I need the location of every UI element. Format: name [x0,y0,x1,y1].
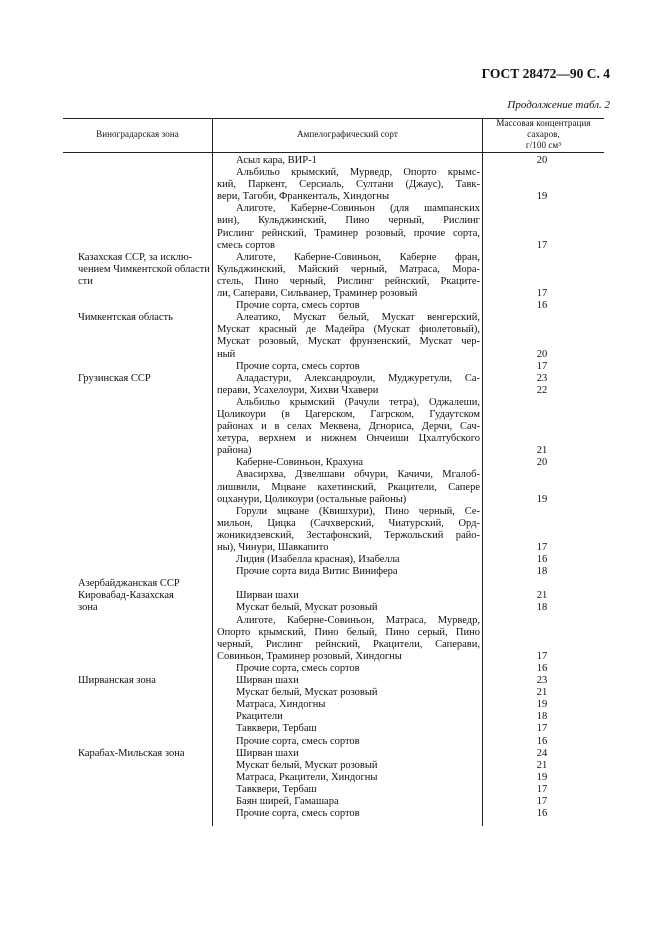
table-row [0,264,661,276]
variety-cell: Ширван шахи [236,675,299,687]
table-row [0,627,661,639]
sugar-value-cell: 17 [536,360,548,372]
table-row [0,385,661,397]
table-row [0,651,661,663]
variety-cell: Матраса, Ркацители, Хиндогны [236,771,378,783]
variety-cell: оцханури, Цоликоури (остальные районы) [217,493,407,505]
table-row [0,566,661,578]
sugar-value-cell: 19 [536,191,548,203]
variety-cell: Ширван шахи [236,747,299,759]
variety-cell: Каберне-Совиньон, Крахуна [236,457,364,469]
sugar-value-cell: 23 [536,372,548,384]
variety-cell: Рислинг рейнский, Траминер розовый, прочие сорта, [217,227,480,239]
table-row [0,191,661,203]
variety-cell: Асыл кара, ВИР-1 [236,155,317,166]
table-row [0,723,661,735]
column-header-zone: Виноградарская зона [96,129,179,139]
table-row [0,252,661,264]
sugar-value-cell: 21 [536,759,548,771]
variety-cell: Прочие сорта, смесь сортов [236,735,360,747]
table-row [0,711,661,723]
table-row [0,324,661,336]
table-row [0,772,661,784]
sugar-value-cell: 17 [536,542,548,553]
variety-cell: Альбильо крымский (Рачули тетра), Оджалеши, [236,396,480,408]
sugar-value-cell: 21 [536,590,548,602]
sugar-value-cell: 21 [536,445,548,457]
table-row [0,445,661,457]
table-row [0,373,661,385]
variety-cell: Тавквери, Тербаш [236,783,317,795]
table-row [0,663,661,675]
zone-cell: чением Чимкентской области [78,263,210,275]
variety-cell: Цоликоури (в Цагерском, Гагрском, Гудаутском [217,408,480,420]
table-row [0,457,661,469]
zone-cell: Кировабад-Казахская [78,590,174,602]
column-header-sugar [483,118,604,151]
column-header-variety: Ампелографический сорт [297,129,398,139]
table-row [0,409,661,421]
variety-cell: Совиньон, Траминер розовый, Хиндогны [217,650,402,662]
sugar-value-cell: 16 [536,662,548,674]
column-header-sugar-line: Массовая концентрация [496,118,591,128]
table-row [0,615,661,627]
sugar-value-cell: 19 [536,771,548,783]
sugar-value-cell: 21 [536,687,548,699]
zone-cell: Грузинская ССР [78,372,151,384]
table-row [0,215,661,227]
sugar-value-cell: 24 [536,747,548,759]
variety-cell: жоникидзевский, Зестафонский, Тержольский райо- [217,529,480,541]
zone-cell: Чимкентская область [78,312,173,324]
variety-cell: Матраса, Хиндогны [236,699,326,711]
table-row [0,421,661,433]
variety-cell: перави, Усахелоури, Хихви Чхавери [217,384,379,396]
table-row [0,228,661,240]
variety-cell: мильон, Цицка (Сачхверский, Чиатурский, Орд- [217,517,480,529]
sugar-value-cell: 17 [536,795,548,807]
variety-cell: черный, Рислинг рейнский, Ркацители, Саперави, [217,638,480,650]
sugar-value-cell: 17 [536,650,548,662]
sugar-value-cell: 18 [536,602,548,614]
variety-cell: Алиготе, Каберне-Совиньон (для шампанских [236,203,480,215]
table-continuation-caption: Продолжение табл. 2 [507,99,610,111]
sugar-value-cell: 16 [536,554,548,566]
zone-cell: Казахская ССР, за исклю- [78,251,193,263]
table-row [0,300,661,312]
variety-cell: Горули мцване (Квишхури), Пино черный, Се- [236,505,480,517]
variety-cell: Мускат белый, Мускат розовый [236,602,378,614]
variety-cell: Прочие сорта, смесь сортов [236,360,360,372]
variety-cell: Прочие сорта, смесь сортов [236,662,360,674]
page-header: ГОСТ 28472—90 С. 4 [481,66,610,81]
variety-cell: кий, Паркент, Серсиаль, Султани (Джаус), Тавк- [217,179,480,191]
table-row [0,203,661,215]
table-row [0,469,661,481]
table-row [0,760,661,772]
variety-cell: вин), Кульджинский, Пино черный, Рислинг [217,215,480,227]
zone-cell: Азербайджанская ССР [78,578,180,590]
table-row [0,155,661,167]
table-row [0,530,661,542]
table-row [0,506,661,518]
table-row [0,336,661,348]
sugar-value-cell: 17 [536,723,548,735]
zone-cell: зона [78,602,98,614]
variety-cell: Алиготе, Каберне-Совиньон, Матраса, Мурведр, [236,614,480,626]
variety-cell: Мускат розовый, Мускат фрунзенский, Мускат чер- [217,336,480,348]
table-row [0,602,661,614]
variety-cell: Авасирхва, Дзвелшави обчури, Качичи, Мгалоб- [236,469,480,481]
table-row [0,687,661,699]
sugar-value-cell: 19 [536,699,548,711]
table-row [0,542,661,554]
table-row [0,699,661,711]
table-row [0,590,661,602]
table-row [0,578,661,590]
table-row [0,361,661,373]
variety-cell: лишвили, Мцване кахетинский, Ркацители, Сапере [217,481,480,493]
variety-cell: Лидия (Изабелла красная), Изабелла [236,554,400,566]
table-row [0,784,661,796]
variety-cell: Аладастури, Александроули, Муджуретули, Са- [236,372,480,384]
variety-cell: Алиготе, Каберне-Совиньон, Каберне фран, [236,251,480,263]
table-row [0,675,661,687]
variety-cell: Мускат белый, Мускат розовый [236,687,378,699]
table-row [0,796,661,808]
variety-cell: ли, Саперави, Сильванер, Траминер розовый [217,288,418,300]
variety-cell: района) [217,445,252,457]
sugar-value-cell: 20 [536,155,548,166]
column-header-sugar-line: сахаров, [527,129,560,139]
variety-cell: хетура, верхнем и нижнем Ончеиши Цхалтубского [217,433,480,445]
variety-cell: Прочие сорта вида Витис Винифера [236,566,398,578]
sugar-value-cell: 20 [536,348,548,360]
table-row [0,240,661,252]
sugar-value-cell: 17 [536,239,548,251]
variety-cell: районах и в селах Меквена, Дгнориса, Дерчи, Сач- [217,421,480,433]
variety-cell: Прочие сорта, смесь сортов [236,300,360,312]
variety-cell: Ркацители [236,711,283,723]
variety-cell: Мускат красный де Мадейра (Мускат фиолетовый), [217,324,480,336]
variety-cell: Кульджинский, Майский черный, Матраса, Мора- [217,263,480,275]
column-header-sugar-line: г/100 см³ [525,140,562,150]
variety-cell: Опорто крымский, Пино белый, Пино серый, Пино [217,626,480,638]
variety-cell: стель, Пино черный, Рислинг рейнский, Ркаците- [217,275,480,287]
table-row [0,518,661,530]
variety-cell: Баян ширей, Гамашара [236,795,339,807]
variety-cell: Алеатико, Мускат белый, Мускат венгерский, [236,312,480,324]
table-header-rule [63,152,604,153]
table-row [0,554,661,566]
table-row [0,748,661,760]
sugar-value-cell: 18 [536,711,548,723]
sugar-value-cell: 16 [536,300,548,312]
table-row [0,179,661,191]
sugar-value-cell: 19 [536,493,548,505]
variety-cell: смесь сортов [217,239,275,251]
sugar-value-cell: 20 [536,457,548,469]
table-body [0,155,661,820]
table-row [0,167,661,179]
table-row [0,397,661,409]
variety-cell: Прочие сорта, смесь сортов [236,808,360,820]
variety-cell: вери, Тагоби, Франкенталь, Хиндогны [217,191,390,203]
table-row [0,494,661,506]
variety-cell: Тавквери, Тербаш [236,723,317,735]
table-row [0,349,661,361]
sugar-value-cell: 17 [536,288,548,300]
variety-cell: Альбильо крымский, Мурведр, Опорто крымс- [236,167,480,179]
table-row [0,736,661,748]
zone-cell: Карабах-Мильская зона [78,747,185,759]
table-row [0,639,661,651]
variety-cell: ный [217,348,236,360]
sugar-value-cell: 22 [536,384,548,396]
variety-cell: Ширван шахи [236,590,299,602]
variety-cell: ны), Чинури, Шавкапито [217,542,329,553]
table-row [0,276,661,288]
table-row [0,482,661,494]
sugar-value-cell: 16 [536,808,548,820]
sugar-value-cell: 23 [536,675,548,687]
table-row [0,808,661,820]
table-row [0,433,661,445]
table-row [0,288,661,300]
zone-cell: сти [78,275,93,287]
sugar-value-cell: 17 [536,783,548,795]
zone-cell: Ширванская зона [78,675,156,687]
variety-cell: Мускат белый, Мускат розовый [236,759,378,771]
sugar-value-cell: 18 [536,566,548,578]
sugar-value-cell: 16 [536,735,548,747]
table-row [0,312,661,324]
